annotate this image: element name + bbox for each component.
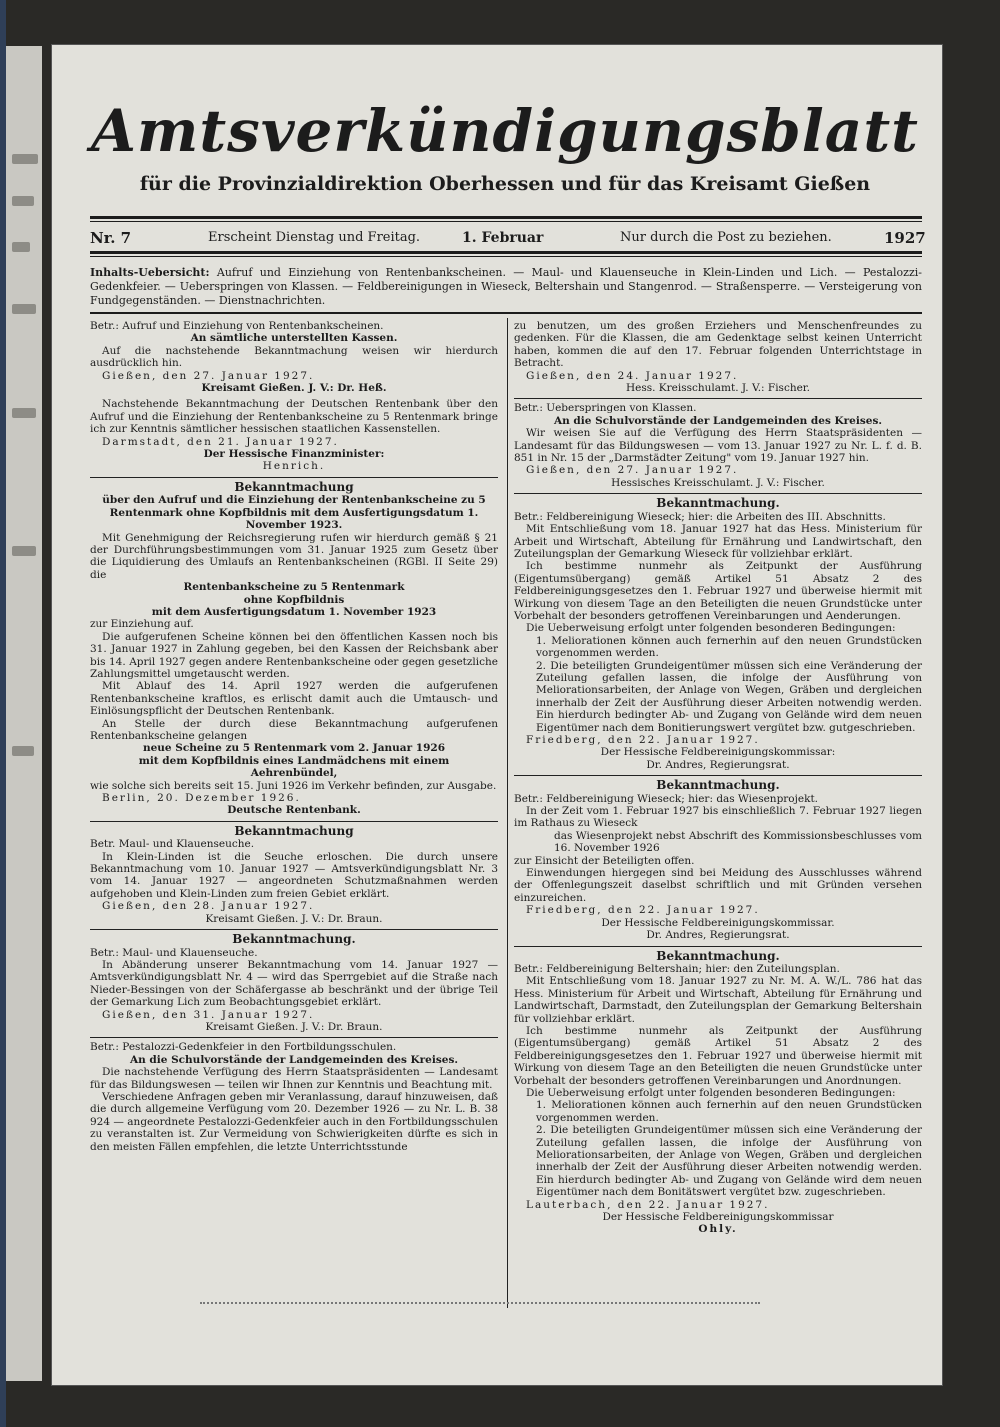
notice-heading: Bekanntmachung — [234, 479, 354, 494]
notice-addressee: An die Schulvorstände der Landgemeinden des Kreises. — [553, 414, 883, 427]
notice-signature: Hessisches Kreisschulamt. J. V.: Fischer. — [611, 476, 825, 489]
notice-addressee: An die Schulvorstände der Landgemeinden des Kreises. — [129, 1053, 459, 1066]
previous-page-text-fragment — [12, 746, 34, 756]
notice-separator — [514, 775, 922, 776]
notice-heading: Bekanntmachung — [234, 823, 354, 838]
notice-separator — [90, 929, 498, 930]
notice-signature: Der Hessische Feldbereinigungskommissar — [602, 1211, 834, 1224]
masthead-subtitle: für die Provinzialdirektion Oberhessen und für das Kreisamt Gießen — [139, 173, 871, 195]
notice-separator — [514, 946, 922, 947]
previous-page-text-fragment — [12, 304, 36, 314]
notice-centered-line: mit dem Ausfertigungsdatum 1. November 1923 — [151, 605, 437, 618]
masthead-rule — [90, 216, 922, 219]
notice-place-date: Gießen, den 24. Januar 1927. — [526, 369, 739, 382]
notice-paragraph: In Klein-Linden ist die Seuche erloschen. Die durch unsere Bekanntmachung vom 10. Januar 1927 — Amtsverkündigungsblatt Nr. 3 vom 14. Januar 1927 — angeordneten Schutzmaßnahmen werden aufgehoben und Klein-Linden zum freien Gebiet erklärt. — [90, 850, 498, 900]
notice-signature: Kreisamt Gießen. J. V.: Dr. Braun. — [205, 1020, 383, 1033]
notice-list-item: 2. Die beteiligten Grundeigentümer müssen sich eine Veränderung der Zuteilung gefallen lassen, die infolge der Ausführung von Meliorationsarbeiten, der Anlage von Wegen, Gräben und dergleichen innerhalb der Zeit der Ausführung dieser Arbeiten notwendig werden. Ein hierdurch bedingter Ab- und Zugang von Gelände wird dem neuen Eigentümer nach dem Bonitierungswert vergütet bzw. gutgeschrieben. — [536, 659, 922, 734]
notice-paragraph: Mit Ablauf des 14. April 1927 werden die aufgerufenen Rentenbankscheine kraftlos, es erlischt damit auch die Umtausch- und Einlösungspflicht der Deutschen Rentenbank. — [90, 680, 498, 718]
issue-delivery: Nur durch die Post zu beziehen. — [620, 230, 832, 245]
notice-place-date: Gießen, den 31. Januar 1927. — [102, 1008, 315, 1021]
notice-paragraph: zu benutzen, um des großen Erziehers und Menschenfreundes zu gedenken. Für die Klassen, die am Gedenktage selbst keinen Unterricht haben, kommen die auf den 17. Februar folgenden Unterrichtstage in Betracht. — [514, 320, 922, 370]
notice-centered-line: Aehrenbündel, — [250, 767, 338, 780]
previous-page-edge — [6, 46, 42, 1381]
notice-place-date: Gießen, den 27. Januar 1927. — [526, 464, 739, 477]
toc-label: Inhalts-Uebersicht: — [90, 266, 210, 279]
notice-heading: Bekanntmachung. — [656, 778, 780, 793]
notice-heading: Bekanntmachung. — [232, 932, 356, 947]
notice-place-date: Berlin, 20. Dezember 1926. — [102, 792, 301, 805]
notice-separator — [514, 493, 922, 494]
notice-paragraph: das Wiesenprojekt nebst Abschrift des Kommissionsbeschlusses vom 16. November 1926 — [554, 829, 922, 855]
issue-rule-thin — [90, 256, 922, 257]
issue-date: 1. Februar — [462, 230, 544, 246]
notice-paragraph: Die aufgerufenen Scheine können bei den öffentlichen Kassen noch bis 31. Januar 1927 in Zahlung gegeben, bei den Kassen der Reichsbank aber bis 14. April 1927 gegen andere Rentenbankscheine oder gegen gesetzliche Zahlungsmittel umgetauscht werden. — [90, 630, 498, 680]
notice-centered-line: Rentenbankscheine zu 5 Rentenmark — [183, 581, 405, 594]
notice-subject: Betr.: Feldbereinigung Wieseck; hier: das Wiesenprojekt. — [514, 792, 819, 805]
toc-rule — [90, 312, 922, 314]
notice-signature: Der Hessische Feldbereinigungskommissar. — [601, 916, 835, 929]
notice-centered-line: ohne Kopfbildnis — [243, 593, 345, 606]
notice-subject: Betr.: Feldbereinigung Beltershain; hier: den Zuteilungsplan. — [514, 962, 840, 975]
notice-paragraph: An Stelle der durch diese Bekanntmachung aufgerufenen Rentenbankscheine gelangen — [90, 717, 498, 742]
notice-place-date: Gießen, den 28. Januar 1927. — [102, 900, 315, 913]
notice-paragraph: Auf die nachstehende Bekanntmachung weisen wir hierdurch ausdrücklich hin. — [90, 344, 498, 370]
previous-page-text-fragment — [12, 546, 36, 556]
notice-separator — [514, 398, 922, 399]
notice-paragraph: Die nachstehende Verfügung des Herrn Staatspräsidenten — Landesamt für das Bildungswesen — teilen wir Ihnen zur Kenntnis und Beachtung mit. — [90, 1066, 498, 1091]
notice-addressee: An sämtliche unterstellten Kassen. — [190, 332, 398, 345]
right-column — [514, 320, 922, 1236]
notice-subject: Betr.: Ueberspringen von Klassen. — [514, 402, 697, 415]
notice-place-date: Lauterbach, den 22. Januar 1927. — [526, 1198, 770, 1211]
notice-subject: Betr.: Aufruf und Einziehung von Rentenbankscheinen. — [90, 320, 384, 332]
notice-subject: Betr.: Feldbereinigung Wieseck; hier: die Arbeiten des III. Abschnitts. — [514, 510, 886, 523]
notice-signature-name: Henrich. — [262, 460, 326, 473]
notice-place-date: Friedberg, den 22. Januar 1927. — [526, 904, 760, 917]
previous-page-text-fragment — [12, 242, 30, 252]
notice-signature-name: Dr. Andres, Regierungsrat. — [646, 758, 790, 771]
notice-paragraph: Einwendungen hiergegen sind bei Meidung des Ausschlusses während der Offenlegungszeit daselbst schriftlich und mit Gründen versehen einzureichen. — [514, 867, 922, 904]
issue-rule — [90, 251, 922, 254]
notice-place-date: Darmstadt, den 21. Januar 1927. — [102, 435, 339, 448]
left-column — [90, 320, 498, 1153]
issue-line — [90, 228, 926, 248]
notice-paragraph: zur Einsicht der Beteiligten offen. — [514, 854, 695, 867]
notice-signature: Kreisamt Gießen. J. V.: Dr. Braun. — [205, 912, 383, 925]
notice-paragraph: wie solche sich bereits seit 15. Juni 1926 im Verkehr befinden, zur Ausgabe. — [90, 779, 497, 792]
notice-signature-name: Ohly. — [698, 1223, 738, 1236]
notice-separator — [90, 821, 498, 822]
notice-paragraph: In Abänderung unserer Bekanntmachung vom 14. Januar 1927 — Amtsverkündigungsblatt Nr. 4 — wird das Sperrgebiet auf die Straße nach Nieder-Bessingen von der Schäfergasse ab beschränkt und der übrige Teil der Gemarkung Lich zum Beobachtungsgebiet erklärt. — [90, 958, 498, 1009]
notice-list-item: 1. Meliorationen können auch fernerhin auf den neuen Grundstücken vorgenommen werden. — [536, 634, 922, 660]
notice-paragraph: Die Ueberweisung erfolgt unter folgenden besonderen Bedingungen: — [526, 1086, 896, 1099]
notice-paragraph: Nachstehende Bekanntmachung der Deutschen Rentenbank über den Aufruf und die Einziehung der Rentenbankscheine zu 5 Rentenmark bringe ich zur Kenntnis sämtlicher hessischen staatlichen Kassenstellen. — [90, 398, 498, 436]
notice-subheading: über den Aufruf und die Einziehung der Rentenbankscheine zu 5 Rentenmark ohne Kopfbildnis mit dem Ausfertigungsdatum 1. November 1923. — [102, 494, 486, 532]
notice-separator — [90, 1037, 498, 1038]
notice-heading: Bekanntmachung. — [656, 948, 780, 963]
issue-year: 1927 — [884, 229, 926, 247]
masthead-title: Amtsverkündigungsblatt — [91, 97, 919, 165]
column-divider — [507, 318, 508, 1308]
notice-subject: Betr. Maul- und Klauenseuche. — [90, 838, 255, 851]
toc-text: Aufruf und Einziehung von Rentenbankscheinen. — Maul- und Klauenseuche in Klein-Linden und Lich. — Pestalozzi-Gedenkfeier. — Ueberspringen von Klassen. — Feldbereinigungen in Wieseck, Beltershain und Stangenrod. — Straßensperre. — Versteigerung von Fundgegenständen. — Dienstnachrichten. — [90, 266, 922, 307]
previous-page-text-fragment — [12, 408, 36, 418]
page-foot-ornament — [200, 1302, 760, 1310]
notice-paragraph: Mit Genehmigung der Reichsregierung rufen wir hierdurch gemäß § 21 der Durchführungsbestimmungen vom 31. Januar 1925 zum Gesetz über die Liquidierung des Umlaufs an Rentenbankscheinen (RGBl. II Seite 29) die — [90, 531, 498, 581]
notice-heading: Bekanntmachung. — [656, 496, 780, 511]
notice-place-date: Friedberg, den 22. Januar 1927. — [526, 734, 760, 746]
notice-separator — [90, 477, 498, 478]
previous-page-text-fragment — [12, 154, 38, 164]
notice-signature: Der Hessische Finanzminister: — [203, 448, 385, 461]
notice-place-date: Gießen, den 27. Januar 1927. — [102, 369, 315, 382]
previous-page-text-fragment — [12, 196, 34, 206]
notice-paragraph: In der Zeit vom 1. Februar 1927 bis einschließlich 7. Februar 1927 liegen im Rathaus zu Wieseck — [514, 805, 922, 830]
masthead — [90, 95, 920, 199]
issue-frequency: Erscheint Dienstag und Freitag. — [208, 230, 421, 245]
notice-subject: Betr.: Maul- und Klauenseuche. — [90, 946, 258, 959]
notice-signature: Hess. Kreisschulamt. J. V.: Fischer. — [625, 382, 811, 395]
notice-signature: Deutsche Rentenbank. — [227, 804, 361, 817]
notice-subject: Betr.: Pestalozzi-Gedenkfeier in den Fortbildungsschulen. — [90, 1041, 397, 1054]
notice-signature: Der Hessische Feldbereinigungskommissar: — [600, 746, 836, 759]
notice-signature: Kreisamt Gießen. J. V.: Dr. Heß. — [201, 382, 387, 395]
notice-paragraph: Ich bestimme nunmehr als Zeitpunkt der Ausführung (Eigentumsübergang) gemäß Artikel 51 Absatz 2 des Feldbereinigungsgesetzes den 1. Februar 1927 und überweise hiermit mit Wirkung von diesem Tage an den Beteiligten die neuen Grundstücke unter Vorbehalt der besonders getroffenen Vereinbarungen und Aenderungen. — [514, 560, 922, 622]
notice-list-item: 1. Meliorationen können auch fernerhin auf den neuen Grundstücken vorgenommen werden. — [536, 1099, 922, 1124]
notice-paragraph: zur Einziehung auf. — [90, 618, 194, 631]
notice-paragraph: Wir weisen Sie auf die Verfügung des Herrn Staatspräsidenten — Landesamt für das Bildungswesen — vom 13. Januar 1927 zu Nr. L. f. d. B. 851 in Nr. 15 der „Darmstädter Zeitung" vom 19. Januar 1927 hin. — [514, 427, 922, 465]
notice-list-item: 2. Die beteiligten Grundeigentümer müssen sich eine Veränderung der Zuteilung gefallen lassen, die infolge der Ausführung von Meliorationsarbeiten, der Anlage von Wegen, Gräben und dergleichen innerhalb der Zeit der Ausführung dieser Arbeiten notwendig werden. Ein hierdurch bedingter Ab- und Zugang von Gelände wird dem neuen Eigentümer nach dem Bonitätswert vergütet bzw. zugeschrieben. — [536, 1124, 922, 1199]
notice-centered-line: neue Scheine zu 5 Rentenmark vom 2. Januar 1926 — [142, 742, 446, 755]
issue-number: Nr. 7 — [90, 229, 132, 247]
notice-centered-line: mit dem Kopfbildnis eines Landmädchens mit einem — [138, 754, 450, 767]
notice-paragraph: Mit Entschließung vom 18. Januar 1927 zu Nr. M. A. W./L. 786 hat das Hess. Ministerium für Arbeit und Wirtschaft, Abteilung für Ernährung und Landwirtschaft, Darmstadt, den Zuteilungsplan der Gemarkung Beltershain für vollziehbar erklärt. — [514, 975, 922, 1025]
notice-signature-name: Dr. Andres, Regierungsrat. — [646, 929, 790, 942]
notice-paragraph: Ich bestimme nunmehr als Zeitpunkt der Ausführung (Eigentumsübergang) gemäß Artikel 51 Absatz 2 des Feldbereinigungsgesetzes den 1. Februar 1927 und überweise hiermit mit Wirkung von diesem Tage an den Beteiligten die neuen Grundstücke unter Vorbehalt der besonders getroffenen Vereinbarungen und Anordnungen. — [514, 1024, 922, 1087]
table-of-contents — [90, 266, 922, 308]
notice-paragraph: Verschiedene Anfragen geben mir Veranlassung, darauf hinzuweisen, daß die durch allgemeine Verfügung vom 20. Dezember 1926 — zu Nr. L. B. 38 924 — angeordnete Pestalozzi-Gedenkfeier auch in den Fortbildungsschulen zu veranstalten ist. Zur Vermeidung von Schwierigkeiten dürfte es sich in den meisten Fällen empfehlen, die letzte Unterrichtsstunde — [90, 1090, 498, 1153]
notice-paragraph: Mit Entschließung vom 18. Januar 1927 hat das Hess. Ministerium für Arbeit und Wirtschaft, Abteilung für Ernährung und Landwirtschaft, den Zuteilungsplan der Gemarkung Wieseck für vollziehbar erklärt. — [514, 523, 922, 560]
notice-paragraph: Die Ueberweisung erfolgt unter folgenden besonderen Bedingungen: — [526, 622, 896, 635]
masthead-rule-thin — [90, 221, 922, 222]
